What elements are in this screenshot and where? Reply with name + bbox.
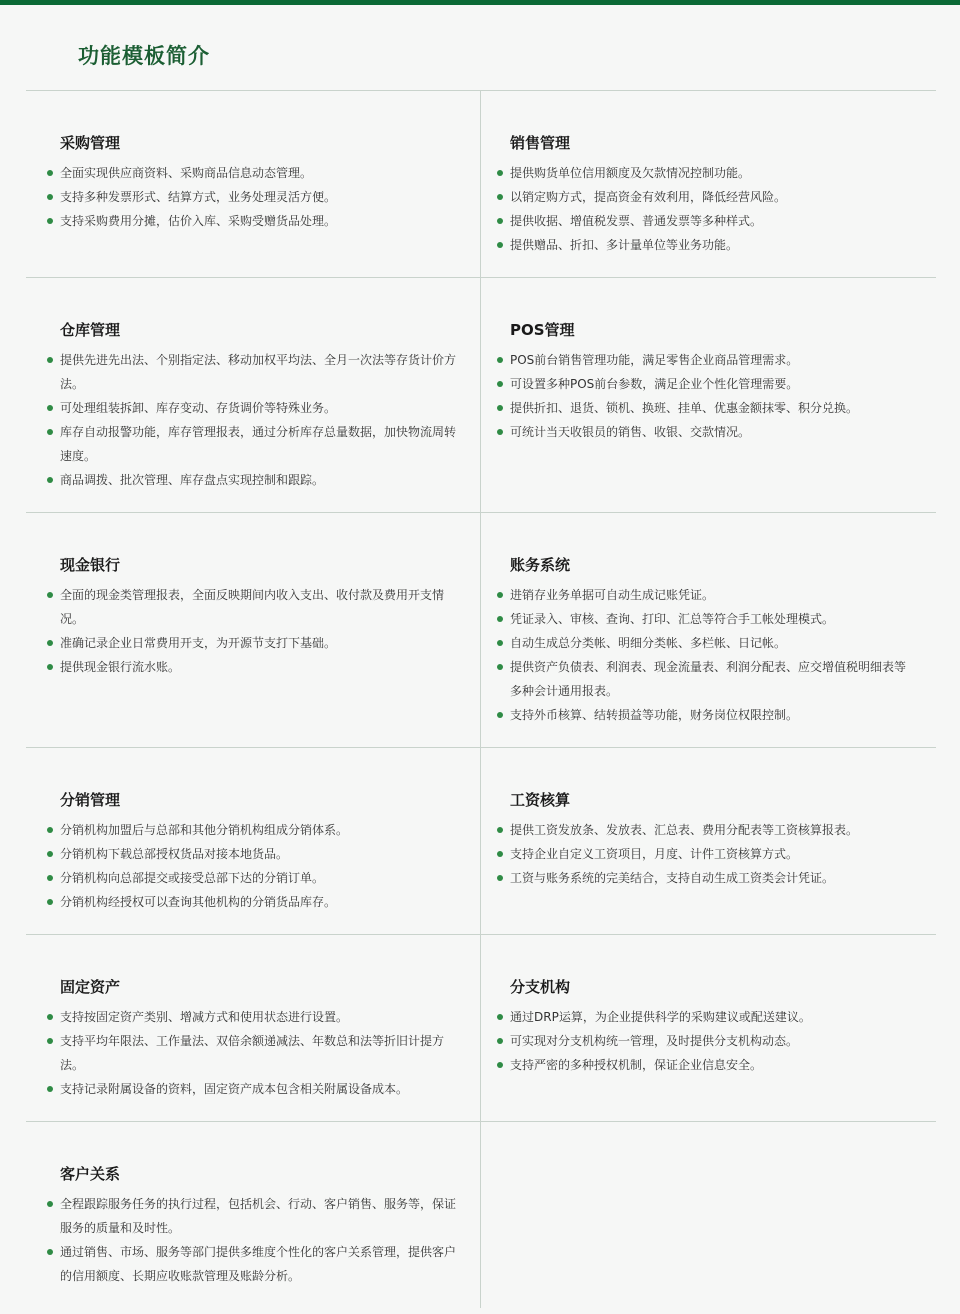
list-item: 工资与账务系统的完美结合，支持自动生成工资类会计凭证。 [510,866,910,890]
bullet-icon [497,194,503,200]
list-item: 通过DRP运算，为企业提供科学的采购建议或配送建议。 [510,1005,910,1029]
list-item: 支持平均年限法、工作量法、双倍余额递减法、年数总和法等折旧计提方法。 [60,1029,460,1077]
bullet-icon [497,218,503,224]
list-item: 库存自动报警功能，库存管理报表，通过分析库存总量数据，加快物流周转速度。 [60,420,460,468]
module-accounting [510,553,910,727]
module-title: 固定资产 [60,978,121,996]
bullet-icon [497,1038,503,1044]
list-item: 提供现金银行流水账。 [60,655,460,679]
grid-divider [26,934,936,935]
module-fixed-assets [60,975,460,1101]
list-item: 分销机构下载总部授权货品对接本地货品。 [60,842,460,866]
module-title: 分销管理 [60,791,121,809]
list-item: 提供工资发放条、发放表、汇总表、费用分配表等工资核算报表。 [510,818,910,842]
bullet-icon [47,1014,53,1020]
list-item: 可处理组装拆卸、库存变动、存货调价等特殊业务。 [60,396,460,420]
bullet-icon [497,851,503,857]
feature-list [510,818,910,890]
bullet-icon [47,640,53,646]
list-item: 支持记录附属设备的资料，固定资产成本包含相关附属设备成本。 [60,1077,460,1101]
feature-list [60,1005,460,1101]
bullet-icon [47,405,53,411]
list-item: 自动生成总分类帐、明细分类帐、多栏帐、日记帐。 [510,631,910,655]
bullet-icon [47,827,53,833]
list-item: 凭证录入、审核、查询、打印、汇总等符合手工帐处理模式。 [510,607,910,631]
bullet-icon [497,1014,503,1020]
module-pos [510,318,910,444]
bullet-icon [497,429,503,435]
module-crm [60,1162,460,1288]
module-distribution [60,788,460,914]
feature-list [60,348,460,492]
bullet-icon [47,875,53,881]
module-branches [510,975,910,1077]
bullet-icon [497,170,503,176]
page-title: 功能模板简介 [78,44,210,68]
grid-divider [26,512,936,513]
list-item: 全程跟踪服务任务的执行过程，包括机会、行动、客户销售、服务等，保证服务的质量和及时性。 [60,1192,460,1240]
feature-list [510,1005,910,1077]
module-title: 账务系统 [510,556,571,574]
module-warehouse [60,318,460,492]
bullet-icon [497,712,503,718]
bullet-icon [47,664,53,670]
bullet-icon [47,851,53,857]
bullet-icon [497,616,503,622]
feature-list [510,348,910,444]
feature-list [60,161,460,233]
bullet-icon [47,477,53,483]
module-title: POS管理 [510,321,575,339]
list-item: 全面实现供应商资料、采购商品信息动态管理。 [60,161,460,185]
bullet-icon [497,827,503,833]
list-item: 进销存业务单据可自动生成记账凭证。 [510,583,910,607]
list-item: 分销机构经授权可以查询其他机构的分销货品库存。 [60,890,460,914]
bullet-icon [497,242,503,248]
module-payroll [510,788,910,890]
module-title: 工资核算 [510,791,571,809]
list-item: 支持采购费用分摊，估价入库、采购受赠货品处理。 [60,209,460,233]
bullet-icon [47,218,53,224]
bullet-icon [47,194,53,200]
feature-list [510,161,910,257]
top-accent-bar [0,0,960,5]
bullet-icon [47,429,53,435]
module-title: 销售管理 [510,134,571,152]
grid-column-divider [480,90,481,1308]
list-item: 支持多种发票形式、结算方式，业务处理灵活方便。 [60,185,460,209]
list-item: 提供资产负债表、利润表、现金流量表、利润分配表、应交增值税明细表等多种会计通用报表。 [510,655,910,703]
grid-divider [26,90,936,91]
grid-divider [26,277,936,278]
bullet-icon [497,592,503,598]
list-item: 支持按固定资产类别、增减方式和使用状态进行设置。 [60,1005,460,1029]
feature-list [60,1192,460,1288]
feature-list [60,818,460,914]
module-cash-bank [60,553,460,679]
module-title: 仓库管理 [60,321,121,339]
bullet-icon [497,405,503,411]
bullet-icon [497,664,503,670]
list-item: 提供折扣、退货、锁机、换班、挂单、优惠金额抹零、积分兑换。 [510,396,910,420]
list-item: 提供先进先出法、个别指定法、移动加权平均法、全月一次法等存货计价方法。 [60,348,460,396]
bullet-icon [47,1038,53,1044]
list-item: 提供购货单位信用额度及欠款情况控制功能。 [510,161,910,185]
bullet-icon [497,875,503,881]
list-item: 以销定购方式，提高资金有效利用，降低经营风险。 [510,185,910,209]
grid-divider [26,747,936,748]
bullet-icon [47,170,53,176]
list-item: 分销机构向总部提交或接受总部下达的分销订单。 [60,866,460,890]
module-title: 客户关系 [60,1165,121,1183]
module-title: 采购管理 [60,134,121,152]
bullet-icon [497,381,503,387]
list-item: POS前台销售管理功能，满足零售企业商品管理需求。 [510,348,910,372]
list-item: 全面的现金类管理报表，全面反映期间内收入支出、收付款及费用开支情况。 [60,583,460,631]
feature-list [60,583,460,679]
bullet-icon [497,357,503,363]
bullet-icon [47,899,53,905]
module-purchase [60,131,460,233]
grid-divider [26,1121,936,1122]
list-item: 支持企业自定义工资项目，月度、计件工资核算方式。 [510,842,910,866]
feature-list [510,583,910,727]
list-item: 商品调拨、批次管理、库存盘点实现控制和跟踪。 [60,468,460,492]
bullet-icon [47,592,53,598]
bullet-icon [47,1249,53,1255]
bullet-icon [47,357,53,363]
module-sales [510,131,910,257]
list-item: 可实现对分支机构统一管理，及时提供分支机构动态。 [510,1029,910,1053]
list-item: 可统计当天收银员的销售、收银、交款情况。 [510,420,910,444]
module-grid [26,90,936,1308]
list-item: 分销机构加盟后与总部和其他分销机构组成分销体系。 [60,818,460,842]
bullet-icon [497,1062,503,1068]
list-item: 提供收据、增值税发票、普通发票等多种样式。 [510,209,910,233]
module-title: 现金银行 [60,556,121,574]
list-item: 可设置多种POS前台参数，满足企业个性化管理需要。 [510,372,910,396]
bullet-icon [47,1201,53,1207]
list-item: 通过销售、市场、服务等部门提供多维度个性化的客户关系管理，提供客户的信用额度、长期应收账款管理及账龄分析。 [60,1240,460,1288]
list-item: 支持外币核算、结转损益等功能，财务岗位权限控制。 [510,703,910,727]
list-item: 支持严密的多种授权机制，保证企业信息安全。 [510,1053,910,1077]
bullet-icon [47,1086,53,1092]
bullet-icon [497,640,503,646]
list-item: 提供赠品、折扣、多计量单位等业务功能。 [510,233,910,257]
list-item: 准确记录企业日常费用开支，为开源节支打下基础。 [60,631,460,655]
module-title: 分支机构 [510,978,571,996]
